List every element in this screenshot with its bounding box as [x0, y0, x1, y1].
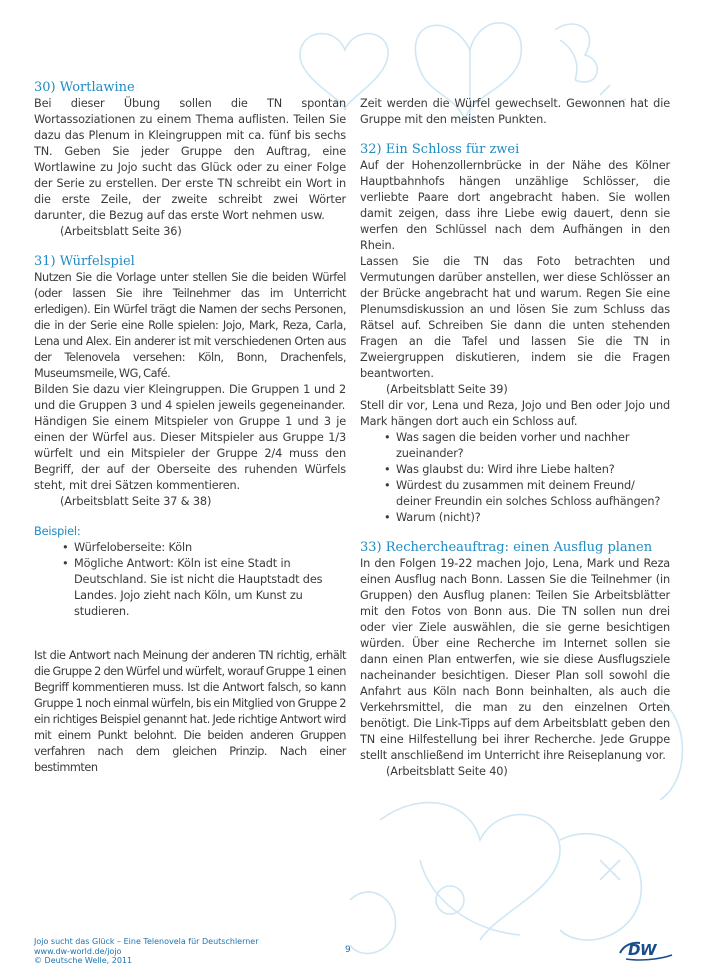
section-31-intro: Nutzen Sie die Vorlage unter stellen Sie die beiden Würfel (oder lassen Sie ihre Teilnehmer das im Unterricht erledigen). Ein Würfel trägt die Namen der sechs Personen, die in der Serie eine Rolle spielen: Jojo, Mark, Reza, Carla, Lena und Alex. Ein anderer ist mit verschiedenen Orten aus der Telenovela versehen: Köln, Bonn, Drachenfels, Museumsmeile, WG, Café.	[34, 271, 346, 380]
example-list	[34, 540, 346, 620]
section-30-reference: (Arbeitsblatt Seite 36)	[60, 225, 182, 238]
question-item: • Warum (nicht)?	[360, 510, 670, 526]
example-item: • Würfeloberseite: Köln	[34, 540, 346, 556]
section-30-body: Bei dieser Übung sollen die TN spontan Wortassoziationen zu einem Thema auflisten. Teilen Sie dazu das Plenum in Kleingruppen mit ca. fünf bis sechs TN. Geben Sie jeder Gruppe den Auftrag, eine Wortlawine zu Jojo sucht das Glück oder zu einer Folge der Serie zu erstellen. Der erste TN schreibt ein Wort in die erste Zeile, der zweite schreibt zwei Wörter darunter, die Bezug auf das erste Wort nehmen usw.	[34, 97, 346, 222]
section-33-title: 33) Rechercheauftrag: einen Ausflug planen	[360, 540, 653, 555]
section-32-task: Lassen Sie die TN das Foto betrachten und Vermutungen darüber anstellen, wer diese Schlösser an der Brücke angebracht hat und warum. Regen Sie eine Plenumsdiskussion an und lösen Sie zum Schluss das Rätsel auf. Schreiben Sie dann die unten stehenden Fragen an die Tafel und lassen Sie die TN in Zweiergruppen diskutieren, indem sie die Fragen beantworten.	[360, 255, 670, 380]
section-33-reference: (Arbeitsblatt Seite 40)	[386, 765, 508, 778]
footer-url: www.dw-world.de/jojo	[34, 946, 122, 956]
logo-text: DW	[628, 941, 656, 959]
section-32-intro: Auf der Hohenzollernbrücke in der Nähe des Kölner Hauptbahnhofs hängen unzählige Schlösser, die verliebte Paare dort angebracht haben. Sie wollen damit zeigen, dass ihre Liebe ewig dauert, denn sie werfen den Schlüssel nach dem Aufhängen in den Rhein.	[360, 159, 670, 252]
section-31-title: 31) Würfelspiel	[34, 254, 135, 269]
section-32-prompt: Stell dir vor, Lena und Reza, Jojo und Ben oder Jojo und Mark hängen dort auch ein Schloss auf.	[360, 399, 670, 428]
section-31-rules: Ist die Antwort nach Meinung der anderen TN richtig, erhält die Gruppe 2 den Würfel und würfelt, worauf Gruppe 1 einen Begriff kommentieren muss. Ist die Antwort falsch, so kann Gruppe 1 noch einmal würfeln, bis ein Mitglied von Gruppe 2 ein richtiges Beispiel genannt hat. Jede richtige Antwort wird mit einem Punkt belohnt. Die beiden anderen Gruppen verfahren nach dem gleichen Prinzip. Nach einer bestimmten	[34, 649, 346, 774]
question-item: • Was sagen die beiden vorher und nachher zueinander?	[360, 430, 670, 462]
example-label: Beispiel:	[34, 525, 81, 538]
section-31-rules-continued: Zeit werden die Würfel gewechselt. Gewonnen hat die Gruppe mit den meisten Punkten.	[360, 97, 670, 126]
footer-title: Jojo sucht das Glück – Eine Telenovela für Deutschlerner	[34, 937, 259, 946]
dw-logo	[618, 939, 674, 961]
section-32-title: 32) Ein Schloss für zwei	[360, 142, 520, 157]
footer-copyright: © Deutsche Welle, 2011	[34, 956, 133, 965]
section-31-instructions: Händigen Sie einem Mitspieler von Gruppe 1 und 3 je einen der Würfel aus. Dieser Mitspieler aus Gruppe 1/3 würfelt und ein Mitspieler der Gruppe 2/4 muss den Begriff, der auf der Oberseite des ruhenden Würfels steht, mit drei Sätzen kommentieren.	[34, 415, 346, 492]
section-32-reference: (Arbeitsblatt Seite 39)	[386, 383, 508, 396]
section-31-groups: Bilden Sie dazu vier Kleingruppen. Die Gruppen 1 und 2 und die Gruppen 3 und 4 spielen jeweils gegeneinander.	[34, 383, 346, 412]
right-column	[360, 80, 670, 780]
footer	[34, 937, 259, 966]
question-item: • Was glaubst du: Wird ihre Liebe halten?	[360, 462, 670, 478]
question-item: • Würdest du zusammen mit deinem Freund/ deiner Freundin ein solches Schloss aufhängen?	[360, 478, 670, 510]
section-33-body: In den Folgen 19-22 machen Jojo, Lena, Mark und Reza einen Ausflug nach Bonn. Lassen Sie die Teilnehmer (in Gruppen) den Ausflug planen: Teilen Sie Arbeitsblätter mit den Fotos von Bonn aus. Die TN sollen nun drei oder vier Ziele auswählen, die sie gerne besichtigen würden. Über eine Recherche im Internet sollen sie dann einen Plan entwerfen, wie sie diese Ausflugsziele nacheinander besichtigen. Dieser Plan soll sowohl die Anfahrt aus Köln nach Bonn beinhalten, als auch die Verkehrsmittel, die man zu den einzelnen Orten benötigt. Die Link-Tipps auf dem Arbeitsblatt geben den TN eine Hilfestellung bei ihrer Recherche. Jede Gruppe stellt anschließend im Unterricht ihre Reiseplanung vor.	[360, 557, 670, 762]
section-30-title: 30) Wortlawine	[34, 80, 135, 95]
left-column	[34, 80, 346, 776]
example-item: • Mögliche Antwort: Köln ist eine Stadt in Deutschland. Sie ist nicht die Hauptstadt des Landes. Jojo zieht nach Köln, um Kunst zu studieren.	[34, 556, 346, 620]
question-list	[360, 430, 670, 526]
section-31-reference: (Arbeitsblatt Seite 37 & 38)	[60, 495, 212, 508]
page-number: 9	[345, 945, 351, 955]
